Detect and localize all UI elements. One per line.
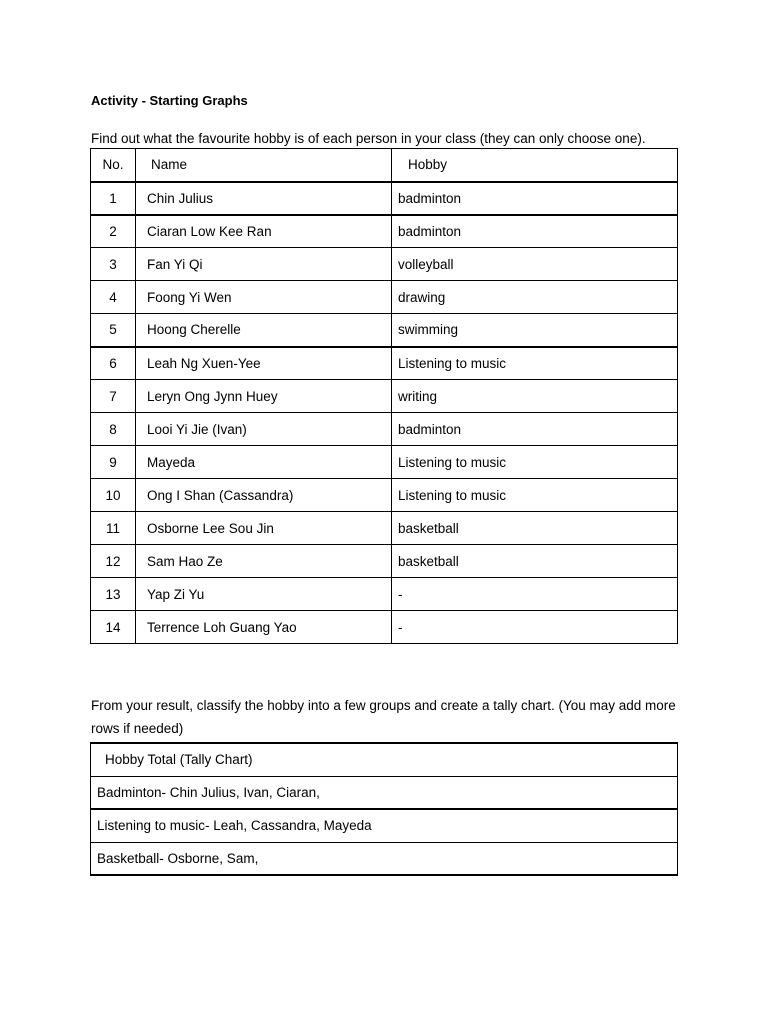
row-hobby: Listening to music [392, 479, 678, 512]
row-name: Terrence Loh Guang Yao [136, 611, 392, 644]
tally-header-row [91, 743, 678, 776]
row-no: 9 [91, 446, 136, 479]
row-hobby: basketball [392, 512, 678, 545]
table-row [91, 545, 678, 578]
row-hobby: volleyball [392, 248, 678, 281]
table-row [91, 479, 678, 512]
table-row [91, 380, 678, 413]
tally-entry: Badminton- Chin Julius, Ivan, Ciaran, [91, 776, 678, 809]
table-row [91, 215, 678, 248]
row-name: Mayeda [136, 446, 392, 479]
row-name: Leah Ng Xuen-Yee [136, 347, 392, 380]
row-no: 11 [91, 512, 136, 545]
row-hobby: badminton [392, 215, 678, 248]
table-row [91, 578, 678, 611]
row-hobby: Listening to music [392, 446, 678, 479]
row-name: Osborne Lee Sou Jin [136, 512, 392, 545]
row-no: 1 [91, 182, 136, 215]
table-row [91, 248, 678, 281]
page-title: Activity - Starting Graphs [91, 93, 248, 108]
row-no: 10 [91, 479, 136, 512]
row-hobby: swimming [392, 314, 678, 347]
header-hobby: Hobby [392, 149, 678, 182]
table-row [91, 347, 678, 380]
row-name: Leryn Ong Jynn Huey [136, 380, 392, 413]
table-row [91, 512, 678, 545]
row-hobby: badminton [392, 413, 678, 446]
row-hobby: drawing [392, 281, 678, 314]
row-name: Hoong Cherelle [136, 314, 392, 347]
row-hobby: badminton [392, 182, 678, 215]
tally-instruction-text: From your result, classify the hobby into a few groups and create a tally chart. (You may add more rows if needed) [91, 698, 676, 736]
row-hobby: Listening to music [392, 347, 678, 380]
row-name: Chin Julius [136, 182, 392, 215]
row-no: 8 [91, 413, 136, 446]
table-row [91, 611, 678, 644]
row-name: Ciaran Low Kee Ran [136, 215, 392, 248]
table-row [91, 281, 678, 314]
row-name: Foong Yi Wen [136, 281, 392, 314]
row-hobby: basketball [392, 545, 678, 578]
table-row [91, 182, 678, 215]
tally-header: Hobby Total (Tally Chart) [91, 743, 678, 776]
row-hobby: - [392, 611, 678, 644]
row-no: 5 [91, 314, 136, 347]
row-no: 2 [91, 215, 136, 248]
row-name: Yap Zi Yu [136, 578, 392, 611]
row-no: 7 [91, 380, 136, 413]
header-name: Name [136, 149, 392, 182]
tally-row [91, 809, 678, 842]
row-no: 4 [91, 281, 136, 314]
tally-entry: Listening to music- Leah, Cassandra, Mayeda [91, 809, 678, 842]
tally-row [91, 776, 678, 809]
hobby-table [90, 148, 678, 644]
tally-entry: Basketball- Osborne, Sam, [91, 842, 678, 875]
row-no: 12 [91, 545, 136, 578]
table-header-row [91, 149, 678, 182]
tally-table [90, 742, 678, 876]
table-row [91, 413, 678, 446]
table-row [91, 314, 678, 347]
tally-row [91, 842, 678, 875]
row-hobby: - [392, 578, 678, 611]
row-name: Sam Hao Ze [136, 545, 392, 578]
row-no: 13 [91, 578, 136, 611]
instruction-text: Find out what the favourite hobby is of each person in your class (they can only choose one). [91, 131, 646, 146]
row-name: Ong I Shan (Cassandra) [136, 479, 392, 512]
header-no: No. [91, 149, 136, 182]
row-hobby: writing [392, 380, 678, 413]
table-row [91, 446, 678, 479]
row-no: 14 [91, 611, 136, 644]
row-no: 3 [91, 248, 136, 281]
row-no: 6 [91, 347, 136, 380]
row-name: Fan Yi Qi [136, 248, 392, 281]
row-name: Looi Yi Jie (Ivan) [136, 413, 392, 446]
